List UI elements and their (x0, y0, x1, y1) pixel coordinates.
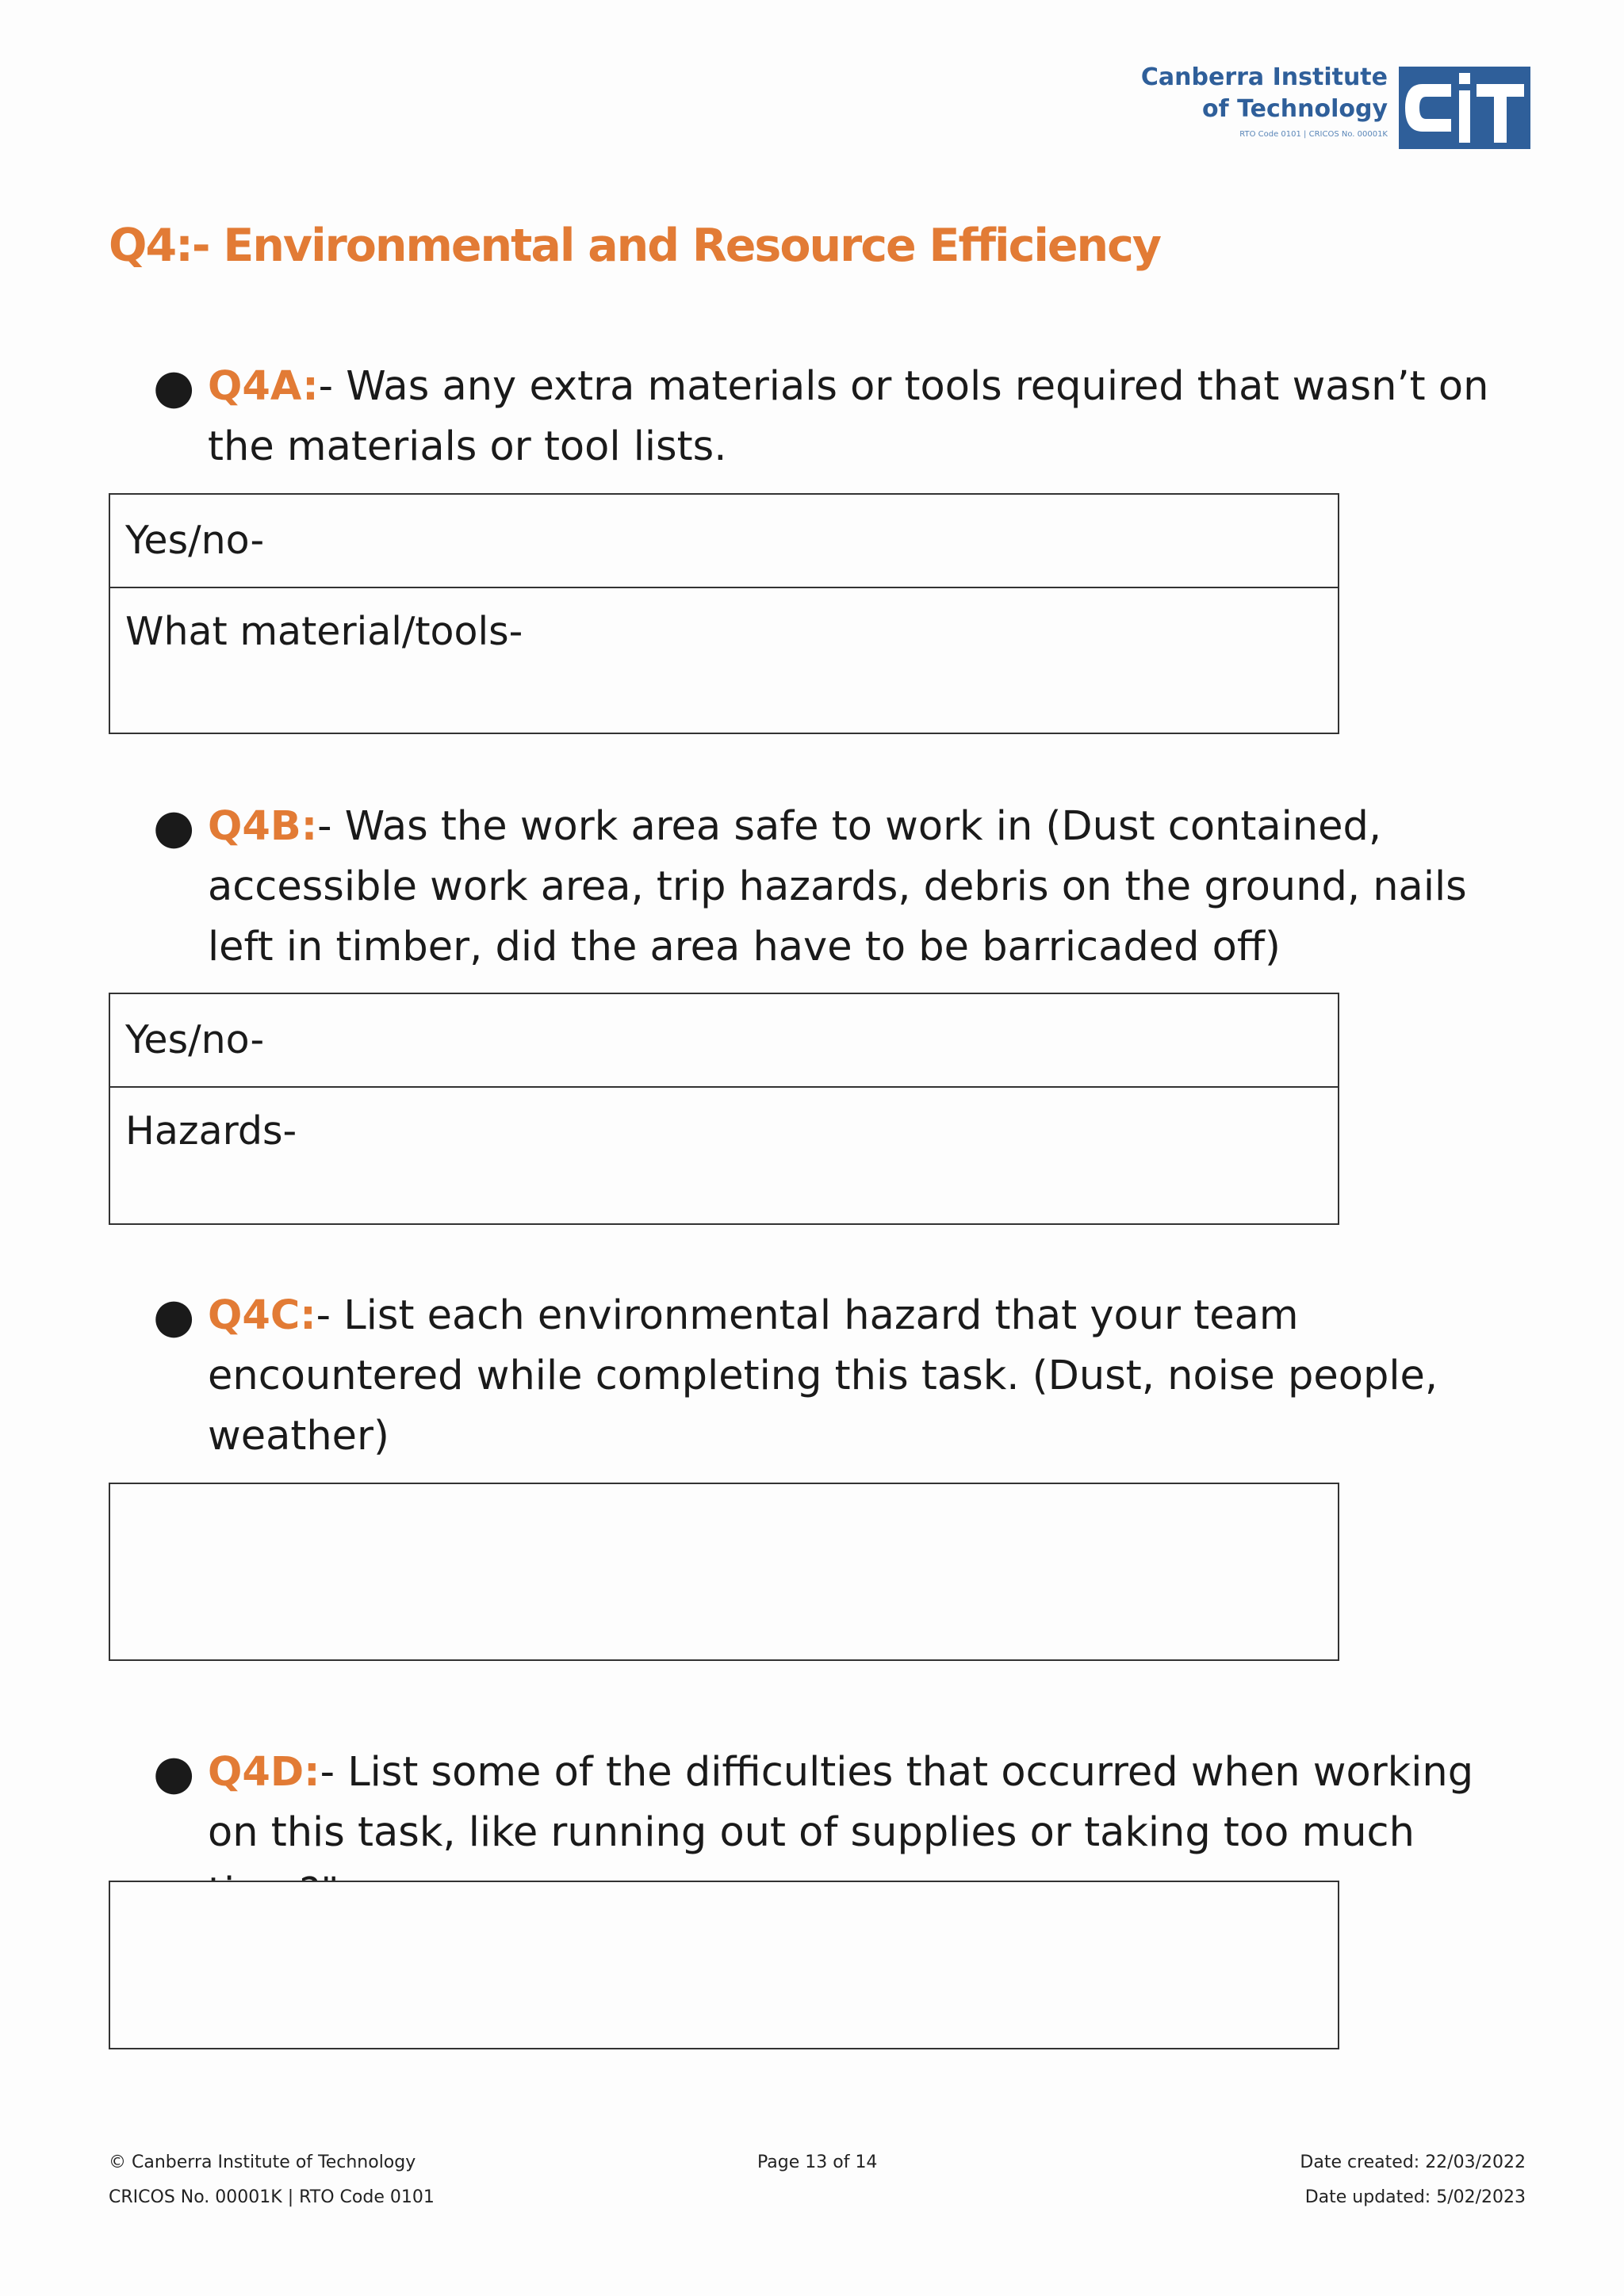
answer-field-environmental-hazards[interactable] (109, 1483, 1339, 1661)
question-prompt: - Was any extra materials or tools required that wasn’t on the materials or tool lists. (208, 363, 1489, 470)
footer-left (109, 2145, 435, 2215)
page-number: Page 13 of 14 (757, 2152, 878, 2172)
question-text (208, 797, 1530, 978)
question-q4a (153, 357, 1530, 477)
question-q4c (153, 1286, 1530, 1467)
question-code: Q4C: (208, 1292, 316, 1339)
page-title: Q4:- Environmental and Resource Efficiency (109, 220, 1161, 272)
bullet-icon: ● (153, 359, 195, 415)
date-created: Date created: 22/03/2022 (1300, 2152, 1526, 2172)
cit-logo-mark-icon (1399, 67, 1530, 149)
question-prompt: - List each environmental hazard that your team encountered while completing this task. (Dust, noise people, weather) (208, 1292, 1438, 1460)
footer-copyright: © Canberra Institute of Technology (109, 2152, 416, 2172)
question-code: Q4A: (208, 363, 319, 410)
logo-wordmark (1141, 62, 1388, 141)
answer-field-hazards[interactable]: Hazards- (110, 1086, 1338, 1223)
question-prompt: - List some of the difficulties that occurred when working on this task, like running out of supplies or taking too much (208, 1749, 1474, 1856)
bullet-icon: ● (153, 1288, 195, 1344)
answer-field-yes-no[interactable]: Yes/no- (125, 518, 265, 563)
cit-logo (1142, 62, 1530, 157)
question-prompt: - Was the work area safe to work in (Dust contained, accessible work area, trip hazards, debris on the ground, nails left in timber, did the area have to be barricaded off) (208, 803, 1467, 970)
logo-small-print: RTO Code 0101 | CRICOS No. 00001K (1239, 130, 1388, 139)
question-text (208, 357, 1530, 477)
bullet-icon: ● (153, 1745, 195, 1800)
question-code: Q4B: (208, 803, 318, 850)
answer-box-q4a (109, 493, 1339, 734)
answer-field-materials-tools[interactable]: What material/tools- (110, 587, 1338, 733)
question-text (208, 1286, 1530, 1467)
answer-box-q4b (109, 993, 1339, 1225)
logo-line-1: Canberra Institute (1140, 63, 1388, 91)
date-updated: Date updated: 5/02/2023 (1304, 2187, 1526, 2207)
bullet-icon: ● (153, 799, 195, 855)
footer-center (757, 2145, 877, 2180)
logo-line-2: of Technology (1202, 95, 1388, 123)
answer-field-yes-no[interactable]: Yes/no- (125, 1017, 265, 1062)
question-code: Q4D: (208, 1749, 320, 1796)
answer-field-difficulties[interactable] (109, 1881, 1339, 2049)
footer-right (1300, 2145, 1526, 2215)
footer-codes: CRICOS No. 00001K | RTO Code 0101 (109, 2187, 435, 2207)
question-q4b (153, 797, 1530, 978)
